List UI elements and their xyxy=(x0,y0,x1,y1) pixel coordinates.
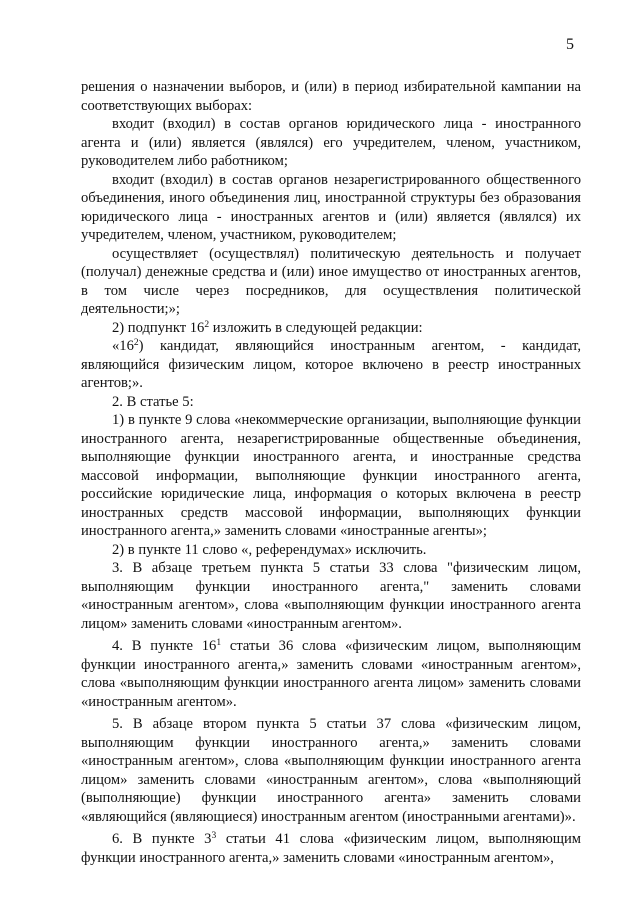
paragraph-text: изложить в следующей редакции: xyxy=(209,319,423,336)
paragraph: 3. В абзаце третьем пункта 5 статьи 33 слова "физическим лицом, выполняющим функции иностранного агента," заменить словами «иностранным агентом», слова «выполняющим функции иностранного агента лицом» заменить словами «иностранным агентом». xyxy=(81,560,581,632)
paragraph-text: ) кандидат, являющийся иностранным агентом, - кандидат, являющийся физическим лицом, которое включено в реестр иностранных агентов;». xyxy=(81,338,581,391)
superscript: 2 xyxy=(204,319,210,330)
paragraph-text: 2) подпункт 16 xyxy=(112,319,205,336)
superscript: 2 xyxy=(133,338,139,348)
superscript: 1 xyxy=(216,638,222,648)
paragraph: 2) в пункте 11 слово «, референдумах» исключить. xyxy=(112,541,427,558)
document-body xyxy=(81,78,581,867)
paragraph: входит (входил) в состав органов незарегистрированного общественного объединения, иного объединения лиц, иностранной структуры без образования юридического лица - иностранных агентов и (или) является (являлся) их учредителем, членом, участником, руководителем; xyxy=(81,171,581,243)
paragraph-text: статьи 41 слова «физическим лицом, выполняющим функции иностранного агента,» заменить словами «иностранным агентом», xyxy=(81,831,581,866)
paragraph-text: «16 xyxy=(112,338,134,354)
paragraph: входит (входил) в состав органов юридического лица - иностранного агента и (или) является (являлся) его учредителем, членом, участником, руководителем либо работником; xyxy=(81,116,581,169)
paragraph xyxy=(81,637,581,711)
paragraph: решения о назначении выборов, и (или) в период избирательной кампании на соответствующих выборах: xyxy=(81,79,581,114)
paragraph xyxy=(81,337,581,393)
paragraph: 5. В абзаце втором пункта 5 статьи 37 слова «физическим лицом, выполняющим функции иностранного агента,» заменить словами «иностранным агентом», слова «выполняющим функции иностранного агента лицом» заменить словами «иностранным агентом», слова «выполняющий (выполняющие) функции иностранного агента» заменить словами «являющийся (являющиеся) иностранным агентом (иностранными агентами)». xyxy=(81,716,581,825)
paragraph-text: статьи 36 слова «физическим лицом, выполняющим функции иностранного агента,» заменить словами «иностранным агентом», слова «выполняющим функции иностранного агента лицом» заменить словами «иностранным агентом». xyxy=(81,638,582,710)
paragraph: осуществляет (осуществлял) политическую деятельность и получает (получал) денежные средства и (или) иное имущество от иностранных агентов, в том числе через посредников, для осуществления политической деятельности;»; xyxy=(81,245,581,317)
paragraph-text: 4. В пункте 16 xyxy=(112,638,217,654)
paragraph xyxy=(81,319,581,338)
paragraph: 1) в пункте 9 слова «некоммерческие организации, выполняющие функции иностранного агента, незарегистрированные общественные объединения, выполняющие функции иностранного агента, и иностранные средства массовой информации, выполняющие функции иностранного агента, российские юридические лица, информация о которых включена в реестр иностранных средств массовой информации, выполняющих функции иностранного агента,» заменить словами «иностранные агенты»; xyxy=(81,412,581,539)
paragraph: 2. В статье 5: xyxy=(112,393,194,410)
superscript: 3 xyxy=(211,831,217,841)
paragraph-text: 6. В пункте 3 xyxy=(112,831,212,847)
page-number: 5 xyxy=(566,36,574,53)
paragraph xyxy=(81,830,581,867)
